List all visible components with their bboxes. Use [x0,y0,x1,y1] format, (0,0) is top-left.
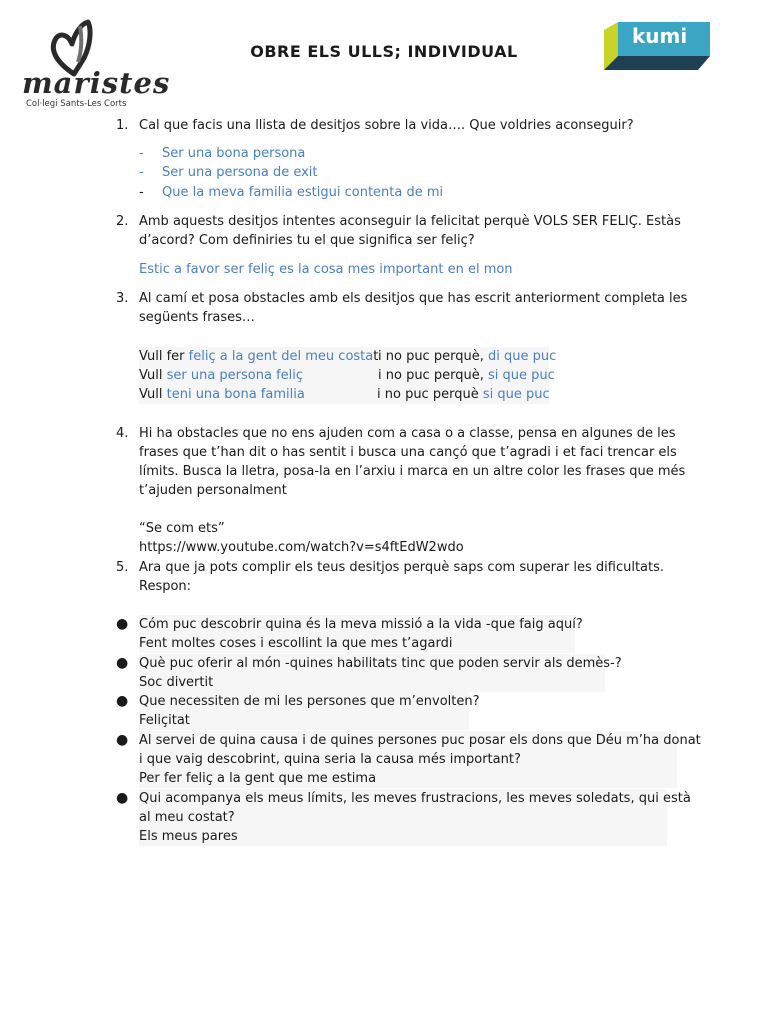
q3-row-1-prefix: Vull fer [139,349,189,364]
q5-item-3-bullet: ● [116,693,129,709]
q1-answer-1: Ser una bona persona [162,146,306,161]
q5-item-1-question: Cóm puc descobrir quina és la meva missió a la vida -que faig aquí? [139,617,583,632]
q3-row-2-middle: i no puc perquè, [378,368,488,383]
q3-row-1-tail: t [373,349,379,364]
q5-number: 5. [116,560,129,575]
q3-line-1: Al camí et posa obstacles amb els desitjos que has escrit anteriorment completa les [139,291,688,306]
q3-row-3-answer-2: si que puc [482,387,550,402]
q5-item-2-bullet: ● [116,655,129,671]
q4-line-1: Hi ha obstacles que no ens ajuden com a casa o a classe, pensa en algunes de les [139,426,676,441]
q3-row-2-answer-2: si que puc [487,368,555,383]
q5-item-4-bullet: ● [116,732,129,748]
q3-row-1 [139,347,378,366]
q5-item-2-answer: Soc divertit [139,675,214,690]
q4-number: 4. [116,426,129,441]
q2-line-2: d’acord? Com definiries tu el que significa ser feliç? [139,233,475,248]
q5-item-2-question: Què puc oferir al món -quines habilitats tinc que poden servir als demès-? [139,656,622,671]
q4-song-title: “Se com ets” [139,521,225,536]
q4-song-link[interactable]: https://www.youtube.com/watch?v=s4ftEdW2wdo [139,540,464,555]
q3-line-2: següents frases… [139,310,255,325]
maristes-subtitle: Col·legi Sants-Les Corts [26,99,127,109]
q3-row-3-prefix: Vull [139,387,167,402]
q5-item-4-answer: Per fer feliç a la gent que me estima [139,771,377,786]
q3-number: 3. [116,291,129,306]
q4-line-2: frases que t’han dit o has sentit i busca una cançó que t’agradi i et faci trencar els [139,445,677,460]
maristes-wordmark: maristes [22,66,171,100]
q3-row-3 [139,385,305,404]
kumi-wordmark: kumi [632,24,688,48]
q5-item-4-question-line-2: i que vaig descobrint, quina seria la causa més important? [139,752,521,767]
q2-line-1: Amb aquests desitjos intentes aconseguir la felicitat perquè VOLS SER FELIÇ. Estàs [139,214,681,229]
q5-item-5-answer: Els meus pares [139,829,238,844]
q2-answer: Estic a favor ser feliç es la cosa mes important en el mon [139,262,513,277]
q5-line-2: Respon: [139,579,192,594]
q1-text: Cal que facis una llista de desitjos sobre la vida…. Que voldries aconseguir? [139,118,634,133]
q4-line-4: t’ajuden personalment [139,483,287,498]
q3-row-1-right [378,347,556,366]
q4-line-3: límits. Busca la lletra, posa-la en l’arxiu i marca en un altre color les frases que més [139,464,686,479]
q1-answer-1-dash: - [139,146,144,161]
q1-answer-3-dash: - [139,185,144,200]
q5-item-3-question: Que necessiten de mi les persones que m’envolten? [139,694,480,709]
q3-row-2-right [378,366,555,385]
q1-answer-2: Ser una persona de exit [162,165,318,180]
q1-number: 1. [116,118,129,133]
q3-row-3-middle: i no puc perquè [377,387,483,402]
q1-answer-2-dash: - [139,165,144,180]
q5-item-1-answer: Fent moltes coses i escollint la que mes t’agardi [139,636,453,651]
q5-item-4-question-line-1: Al servei de quina causa i de quines persones puc posar els dons que Déu m’ha donat [139,733,701,748]
maristes-logo [22,16,171,114]
q5-item-3-answer: Feliçitat [139,713,190,728]
q3-row-3-right [377,385,550,404]
q2-number: 2. [116,214,129,229]
q5-item-5-question-line-2: al meu costat? [139,810,235,825]
kumi-logo [604,22,710,72]
q1-answer-3: Que la meva familia estigui contenta de mi [162,185,444,200]
q5-item-5-question-line-1: Qui acompanya els meus límits, les meves frustracions, les meves soledats, qui està [139,791,691,806]
q3-row-3-answer-1: teni una bona familia [166,387,305,402]
q3-row-2-answer-1: ser una persona feliç [166,368,304,383]
q3-row-1-middle: i no puc perquè, [378,349,488,364]
q5-item-5-bullet: ● [116,790,129,806]
q3-row-1-answer-1: feliç a la gent del meu costa [188,349,374,364]
page-title: OBRE ELS ULLS; INDIVIDUAL [250,42,518,61]
q3-row-2-prefix: Vull [139,368,167,383]
q3-row-2 [139,366,303,385]
q5-line-1: Ara que ja pots complir els teus desitjos perquè saps com superar les dificultats. [139,560,665,575]
q3-row-1-answer-2: di que puc [487,349,557,364]
q5-item-1-bullet: ● [116,616,129,632]
